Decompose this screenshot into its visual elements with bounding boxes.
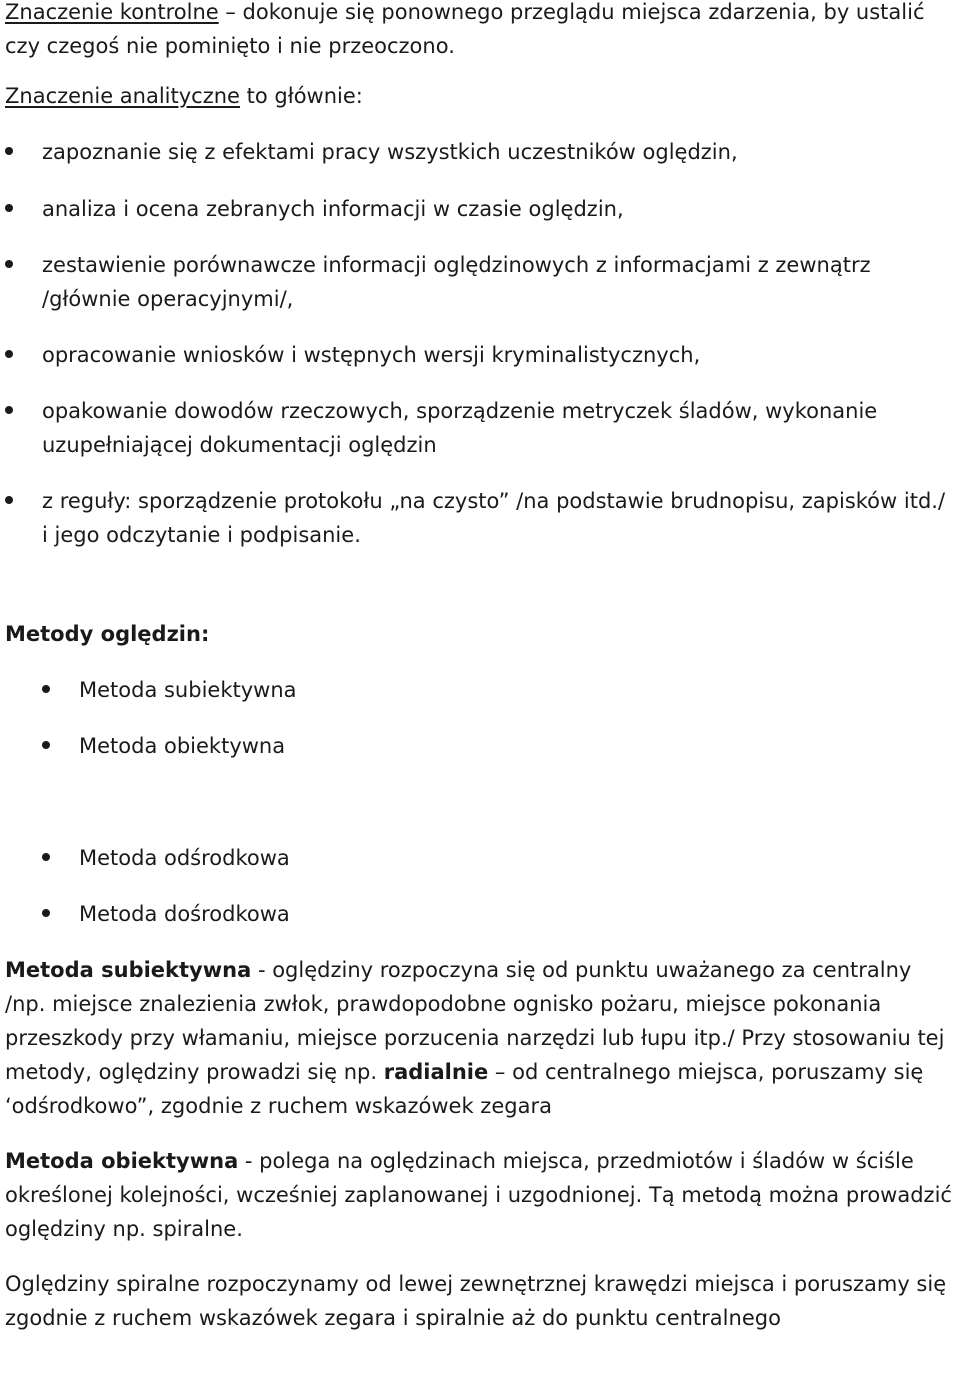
analytic-list [5,135,957,552]
list-item: analiza i ocena zebranych informacji w czasie oględzin, [5,192,957,226]
control-term: Znaczenie kontrolne [5,0,219,24]
bullet-icon [42,909,50,917]
methods-heading: Metody oględzin: [5,622,210,646]
list-item: opracowanie wniosków i wstępnych wersji kryminalistycznych, [5,338,957,372]
list-item: z reguły: sporządzenie protokołu „na czysto” /na podstawie brudnopisu, zapisków itd./ i jego odczytanie i podpisanie. [5,484,957,552]
list-item: zapoznanie się z efektami pracy wszystkich uczestników oględzin, [5,135,957,169]
methods-list-1 [5,673,957,763]
document [5,0,957,1335]
list-item: Metoda dośrodkowa [5,897,957,931]
bullet-icon [5,147,13,155]
radial-term: radialnie [383,1060,489,1084]
spiral-paragraph: Oględziny spiralne rozpoczynamy od lewej zewnętrznej krawędzi miejsca i poruszamy się zgodnie z ruchem wskazówek zegara i spiralnie aż do punktu centralnego [5,1272,947,1330]
objective-term: Metoda obiektywna [5,1149,239,1173]
objective-paragraph: Metoda obiektywna - polega na oględzinach miejsca, przedmiotów i śladów w ściśle określonej kolejności, wcześniej zaplanowanej i uzgodnionej. Tą metodą można prowadzić oględziny np. spiralne. [5,1149,952,1241]
list-item: opakowanie dowodów rzeczowych, sporządzenie metryczek śladów, wykonanie uzupełniającej dokumentacji oględzin [5,394,957,462]
list-item: zestawienie porównawcze informacji oględzinowych z informacjami z zewnątrz /głównie operacyjnymi/, [5,248,957,316]
bullet-icon [5,260,13,268]
list-item: Metoda obiektywna [5,729,957,763]
bullet-icon [5,204,13,212]
analytic-paragraph [5,79,957,113]
control-text: – dokonuje się ponownego przeglądu miejsca zdarzenia, by ustalić czy czegoś nie pominięto i nie przeoczono. [5,0,925,58]
bullet-icon [42,741,50,749]
list-item: Metoda odśrodkowa [5,841,957,875]
bullet-icon [5,406,13,414]
subjective-paragraph: Metoda subiektywna - oględziny rozpoczyna się od punktu uważanego za centralny /np. miejsce znalezienia zwłok, prawdopodobne ognisko pożaru, miejsce pokonania przeszkody przy włamaniu, miejsce porzucenia narzędzi lub łupu itp./ Przy stosowaniu tej metody, oględziny prowadzi się np. radialnie – od centralnego miejsca, poruszamy się ‘odśrodkowo”, zgodnie z ruchem wskazówek zegara [5,958,945,1118]
list-item: Metoda subiektywna [5,673,957,707]
analytic-term: Znaczenie analityczne [5,84,240,108]
bullet-icon [42,853,50,861]
subjective-term: Metoda subiektywna [5,958,252,982]
bullet-icon [5,496,13,504]
analytic-text: to głównie: [239,84,363,108]
bullet-icon [42,685,50,693]
methods-list-2 [5,841,957,931]
control-paragraph [5,0,957,63]
bullet-icon [5,350,13,358]
